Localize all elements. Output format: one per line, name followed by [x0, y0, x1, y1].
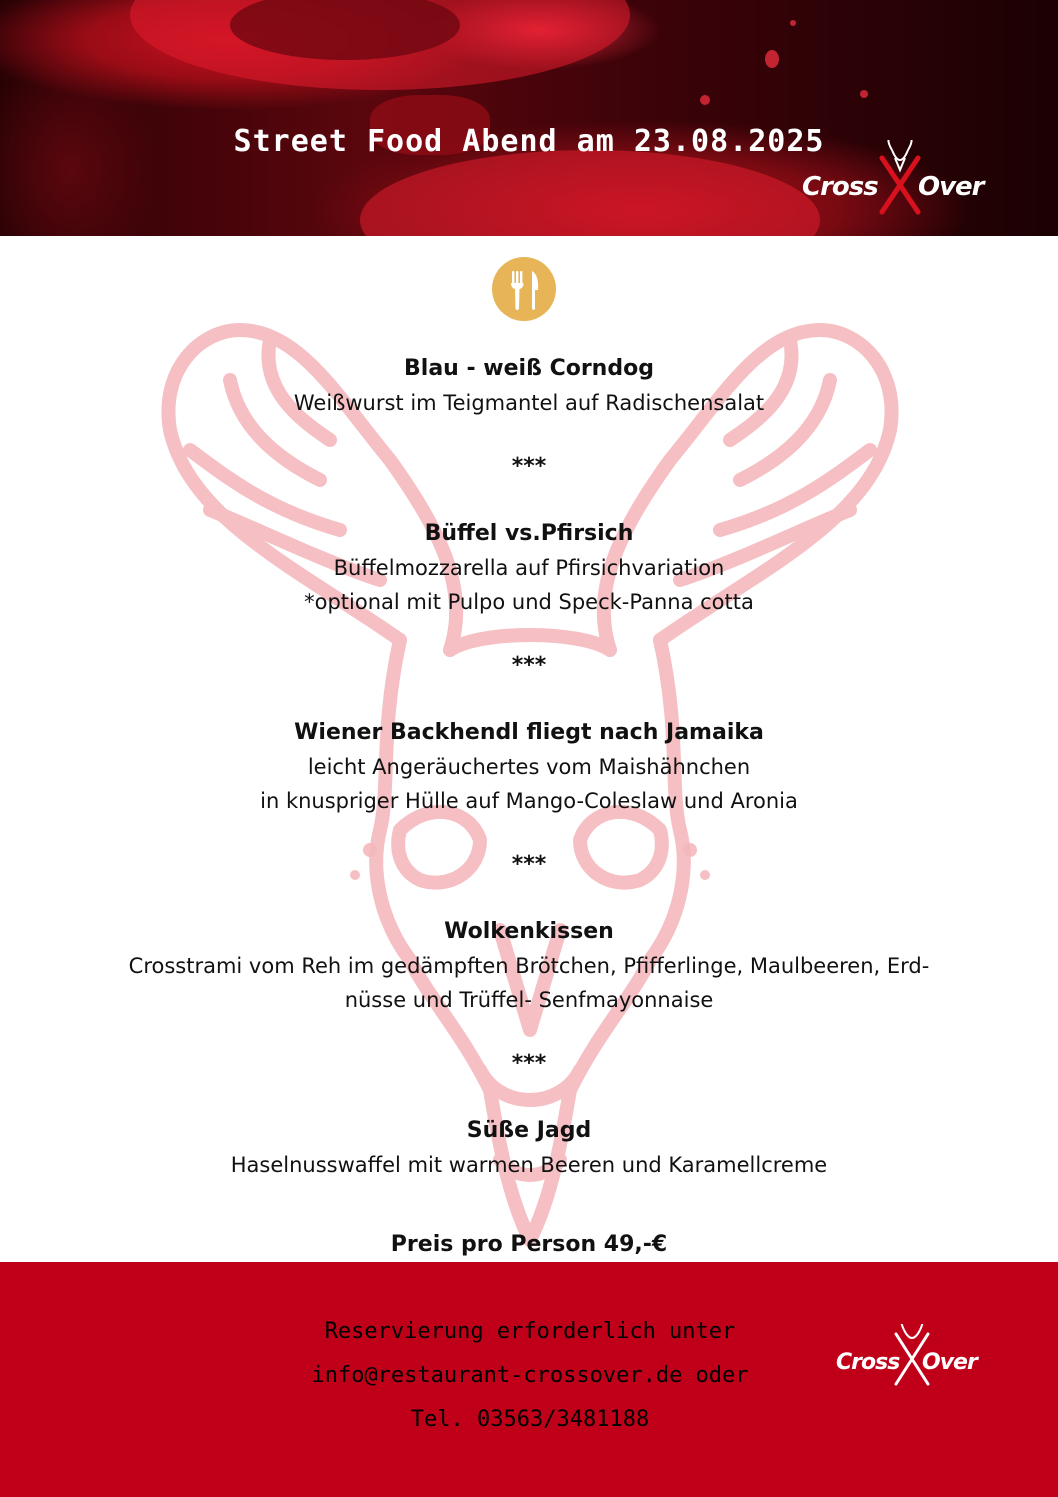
course-separator: *** [511, 454, 547, 479]
bokeh-light [700, 95, 710, 105]
course-description: Haselnusswaffel mit warmen Beeren und Karamellcreme [230, 1153, 828, 1177]
logo-word-left: Cross [802, 172, 878, 202]
bokeh-light [790, 20, 796, 26]
header-banner [0, 0, 1058, 236]
course-description: *optional mit Pulpo und Speck-Panna cotta [304, 590, 754, 614]
course-item [0, 517, 1058, 619]
course-description: leicht Angeräuchertes vom Maishähnchen [307, 755, 751, 779]
course-description: Büffelmozzarella auf Pfirsichvariation [333, 556, 725, 580]
course-title: Süße Jagd [466, 1118, 592, 1143]
course-separator: *** [511, 653, 547, 678]
reservation-text: Reservierung erforderlich unter [324, 1319, 736, 1344]
course-title: Blau - weiß Corndog [404, 356, 654, 381]
course-separator: *** [511, 1051, 547, 1076]
crossover-logo [800, 140, 990, 220]
reservation-info [230, 1310, 830, 1442]
course-item [0, 716, 1058, 818]
course-description: Crosstrami vom Reh im gedämpften Brötchen, Pfifferlinge, Maulbeeren, Erd- [128, 954, 930, 978]
fork-knife-icon [492, 257, 556, 321]
logo-word-right: Over [922, 1350, 977, 1375]
footer-banner [0, 1262, 1058, 1497]
course-separator: *** [511, 852, 547, 877]
course-item [0, 352, 1058, 420]
crossover-logo [836, 1324, 986, 1404]
bokeh-light [860, 90, 868, 98]
course-item [0, 915, 1058, 1017]
course-description: Weißwurst im Teigmantel auf Radischensalat [293, 391, 765, 415]
logo-word-right: Over [918, 172, 984, 202]
course-item [0, 1114, 1058, 1182]
page-title: Street Food Abend am 23.08.2025 [233, 124, 825, 159]
phone-number[interactable]: Tel. 03563/3481188 [410, 1407, 650, 1432]
menu-list [0, 352, 1058, 1182]
course-description: in knuspriger Hülle auf Mango-Coleslaw und Aronia [260, 789, 798, 813]
food-plate-image [360, 150, 820, 236]
price-per-person: Preis pro Person 49,-€ [390, 1232, 668, 1257]
course-title: Wiener Backhendl fliegt nach Jamaika [294, 720, 764, 745]
course-title: Büffel vs.Pfirsich [424, 521, 634, 546]
email-link[interactable]: info@restaurant-crossover.de oder [311, 1363, 749, 1388]
course-title: Wolkenkissen [444, 919, 614, 944]
logo-word-left: Cross [836, 1350, 900, 1375]
course-description: nüsse und Trüffel- Senfmayonnaise [344, 988, 714, 1012]
bokeh-light [765, 50, 779, 68]
